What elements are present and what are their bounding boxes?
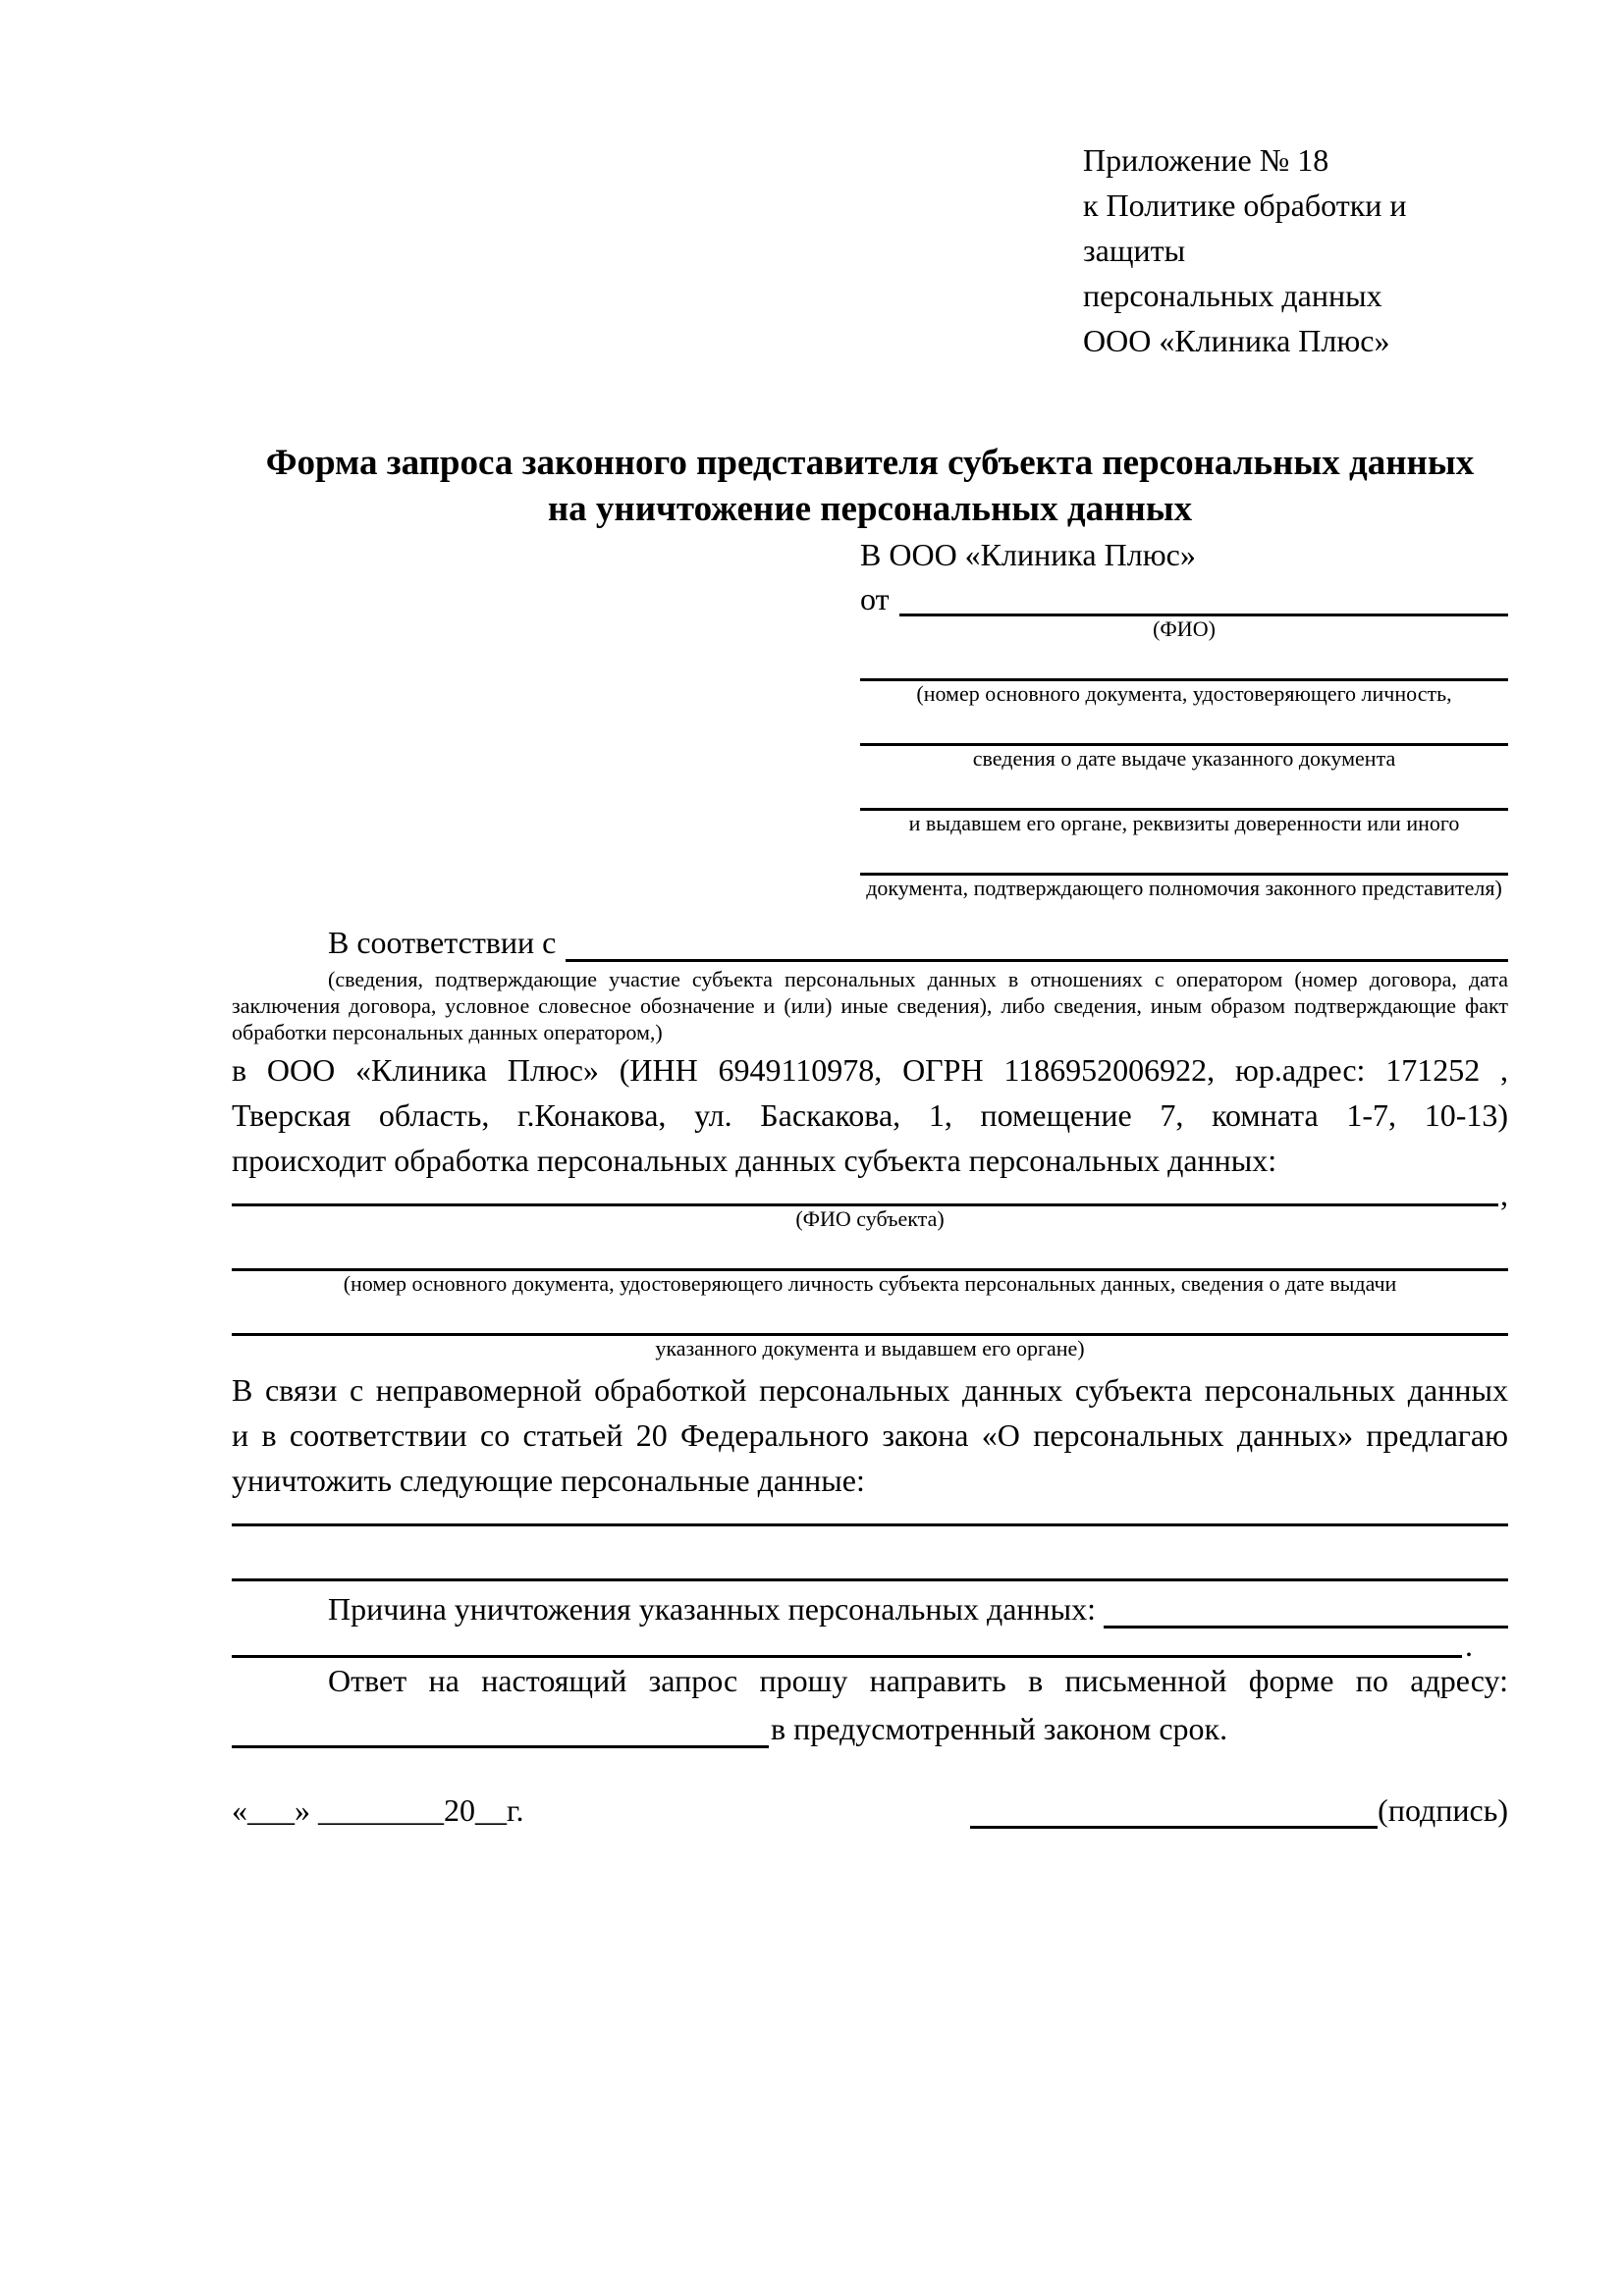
- note-line-2: заключения договора, условное словесное обозначение и (или) иные сведения), либо сведения, иным образом подтверждающие факт: [232, 993, 1508, 1018]
- subject-doc-caption-1: (номер основного документа, удостоверяющего личность субъекта персональных данных, сведения о дате выдачи: [343, 1271, 1397, 1296]
- operator-line-1: в ООО «Клиника Плюс» (ИНН 6949110978, ОГРН 1186952006922, юр.адрес: 171252 ,: [232, 1052, 1508, 1088]
- form-title-line-2: на уничтожение персональных данных: [547, 489, 1193, 529]
- subject-fio-row: [232, 1177, 1508, 1212]
- comma-mark: ,: [1500, 1177, 1508, 1212]
- according-row: [232, 917, 1508, 962]
- appendix-block: [1083, 137, 1508, 363]
- appendix-line-4: ООО «Клиника Плюс»: [1083, 323, 1390, 358]
- fio-caption: (ФИО): [1153, 616, 1216, 641]
- addressee-block: [860, 532, 1508, 901]
- subject-doc-caption-2: указанного документа и выдавшем его органе): [655, 1336, 1085, 1361]
- body-block: [232, 917, 1508, 1829]
- operator-paragraph: [232, 1047, 1508, 1183]
- from-label: от: [860, 581, 890, 616]
- subject-doc-fill-line-1: [232, 1246, 1508, 1271]
- id-doc-fill-line-2: [860, 721, 1508, 746]
- id-doc-caption-4: документа, подтверждающего полномочия законного представителя): [866, 876, 1502, 900]
- unlawful-line-3: уничтожить следующие персональные данные:: [232, 1463, 865, 1498]
- addressee-org: В ООО «Клиника Плюс»: [860, 537, 1196, 572]
- id-doc-caption-1: (номер основного документа, удостоверяющего личность,: [916, 681, 1452, 706]
- reason-row-2: [232, 1628, 1473, 1663]
- data-to-destroy-fill-line-2: [232, 1526, 1508, 1581]
- signature-caption: (подпись): [1378, 1792, 1508, 1828]
- footer-row: [232, 1791, 1508, 1829]
- date-blank: «___» ________20__г.: [232, 1792, 524, 1828]
- according-note: [232, 966, 1508, 1045]
- operator-line-3: происходит обработка персональных данных субъекта персональных данных:: [232, 1143, 1277, 1178]
- unlawful-line-1: В связи с неправомерной обработкой персональных данных субъекта персональных данных: [232, 1372, 1508, 1408]
- id-doc-fill-line-3: [860, 785, 1508, 811]
- answer-tail: в предусмотренный законом срок.: [771, 1711, 1228, 1746]
- answer-line: Ответ на настоящий запрос прошу направить в письменной форме по адресу:: [328, 1663, 1508, 1698]
- signature-fill-line: [970, 1826, 1378, 1829]
- document-content: [232, 0, 1508, 1829]
- subject-doc-fill-line-2: [232, 1310, 1508, 1336]
- reason-label: Причина уничтожения указанных персональных данных:: [328, 1591, 1097, 1627]
- id-doc-caption-3: и выдавшем его органе, реквизиты доверенности или иного: [908, 811, 1460, 835]
- answer-address-fill-line: [232, 1745, 769, 1748]
- reason-row: [232, 1583, 1508, 1629]
- note-line-3: обработки персональных данных оператором,): [232, 1020, 663, 1044]
- according-label: В соответствии с: [328, 925, 557, 960]
- appendix-line-2: к Политике обработки и защиты: [1083, 187, 1407, 268]
- signature-area: [970, 1791, 1508, 1829]
- form-title-line-1: Форма запроса законного представителя субъекта персональных данных: [265, 443, 1475, 483]
- from-row: [860, 577, 1508, 616]
- according-fill-line: [566, 959, 1508, 962]
- reason-fill-line-1: [1104, 1626, 1508, 1629]
- appendix-line-1: Приложение № 18: [1083, 142, 1329, 178]
- note-line-1: (сведения, подтверждающие участие субъекта персональных данных в отношениях с оператором (номер договора, дата: [328, 967, 1508, 991]
- form-title: [232, 440, 1508, 532]
- answer-address-row: [232, 1703, 1508, 1748]
- id-doc-fill-line-4: [860, 850, 1508, 876]
- appendix-line-3: персональных данных: [1083, 278, 1382, 313]
- unlawful-line-2: и в соответствии со статьей 20 Федерального закона «О персональных данных» предлагаю: [232, 1417, 1508, 1453]
- data-to-destroy-fill-line-1: [232, 1503, 1508, 1526]
- subject-fio-caption: (ФИО субъекта): [795, 1206, 945, 1231]
- operator-line-2: Тверская область, г.Конакова, ул. Баскакова, 1, помещение 7, комната 1-7, 10-13): [232, 1097, 1508, 1133]
- period-mark: .: [1465, 1628, 1473, 1663]
- id-doc-caption-2: сведения о дате выдаче указанного документа: [972, 746, 1396, 771]
- id-doc-fill-line-1: [860, 656, 1508, 681]
- unlawful-paragraph: [232, 1367, 1508, 1503]
